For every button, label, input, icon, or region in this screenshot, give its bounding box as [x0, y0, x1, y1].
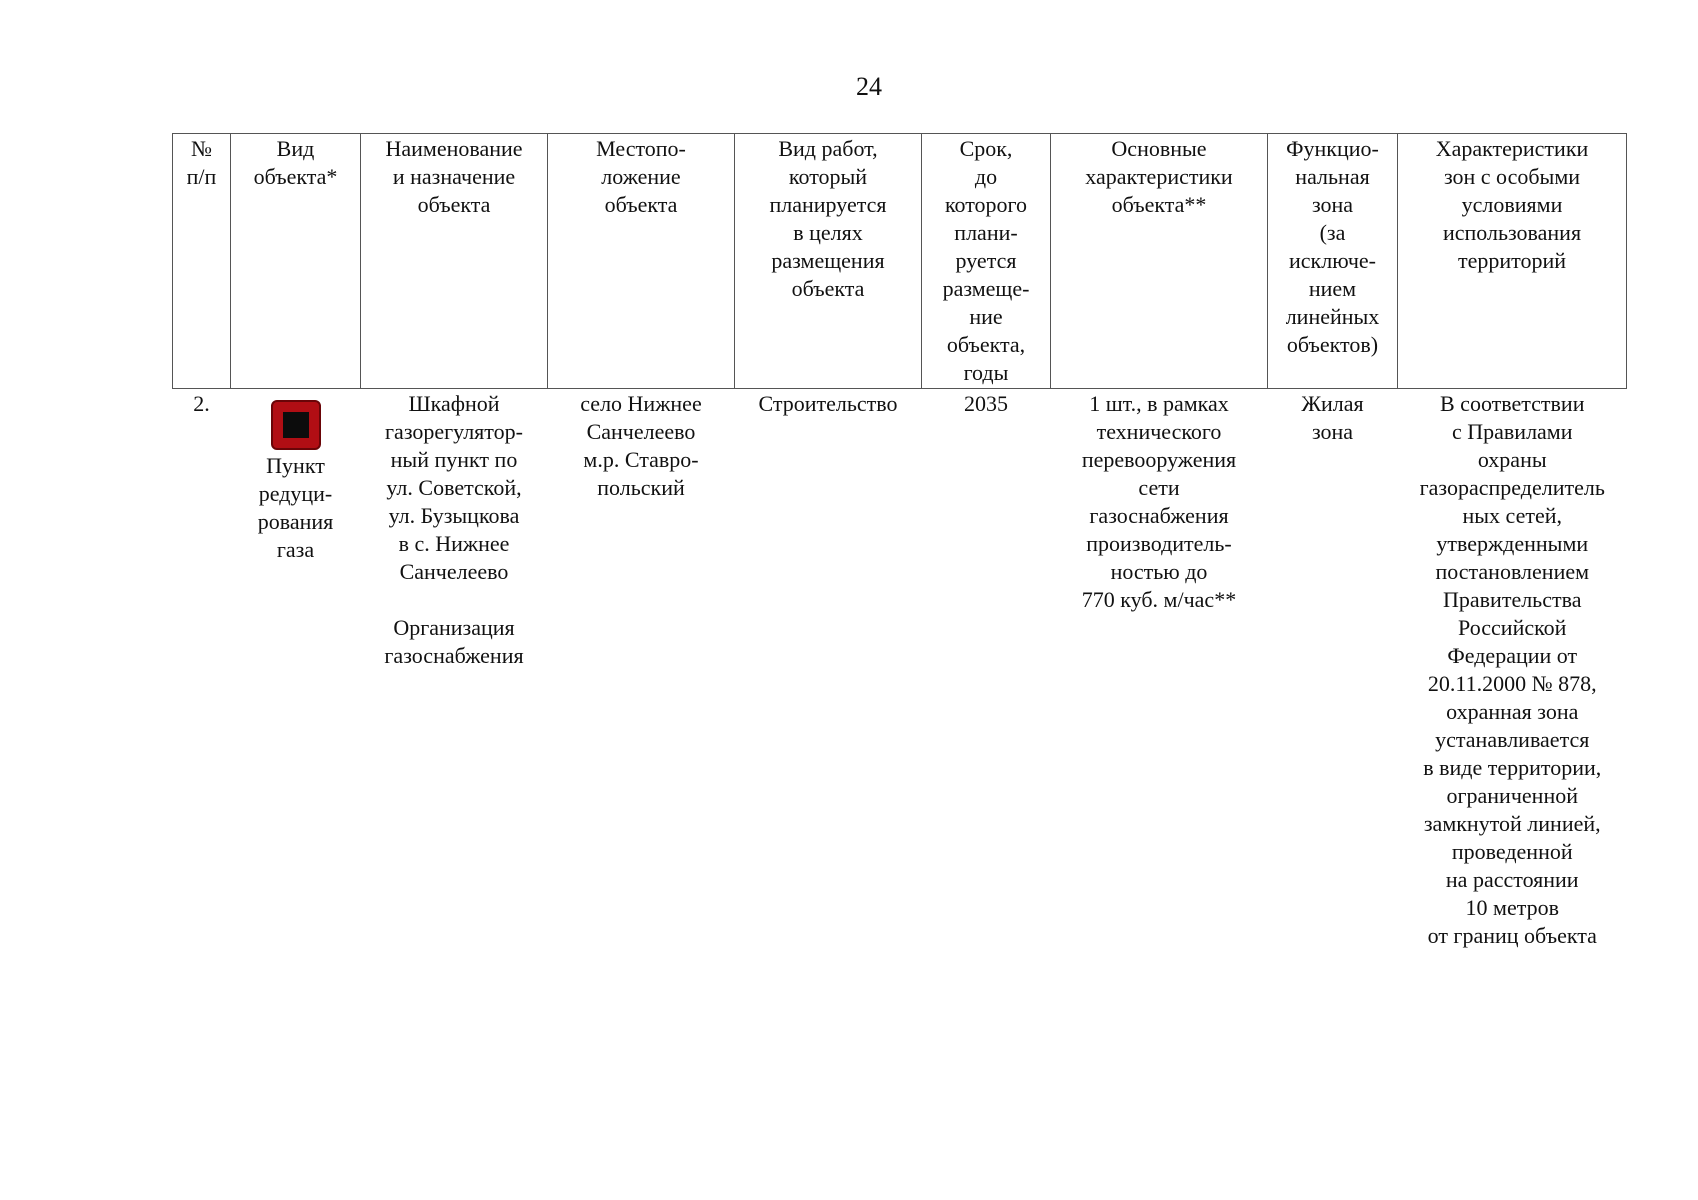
cell-number: 2.: [193, 391, 210, 416]
header-location: Местопо- ложение объекта: [548, 134, 735, 389]
header-work-type: Вид работ, который планируется в целях размещения объекта: [735, 134, 922, 389]
table-row: [173, 389, 1627, 952]
header-number: № п/п: [173, 134, 231, 389]
cell-object-type: [231, 389, 361, 952]
object-type-label: Пункт редуци- рования газа: [257, 453, 334, 562]
header-name-purpose: Наименование и назначение объекта: [361, 134, 548, 389]
cell-special-zones: В соответствии с Правилами охраны газораспределитель ных сетей, утвержденными постановлением Правительства Российской Федерации от 20.11.2000 № 878, охранная зона устанавливается в виде территории, ограниченной замкнутой линией, проведенной на расстоянии 10 метров от границ объекта: [1419, 391, 1605, 948]
header-special-zones: Характеристики зон с особыми условиями использования территорий: [1398, 134, 1627, 389]
header-characteristics: Основные характеристики объекта**: [1051, 134, 1268, 389]
cell-deadline: 2035: [964, 391, 1008, 416]
cell-functional-zone: Жилая зона: [1301, 391, 1364, 444]
page-number: 24: [856, 72, 882, 101]
header-functional-zone: Функцио- нальная зона (за исключе- нием линейных объектов): [1268, 134, 1398, 389]
cell-work-type: Строительство: [758, 391, 898, 416]
cell-characteristics: 1 шт., в рамках технического перевооружения сети газоснабжения производитель- ностью до 770 куб. м/час**: [1081, 391, 1237, 612]
cell-location: село Нижнее Санчелеево м.р. Ставро- польский: [580, 391, 702, 500]
header-object-type: Вид объекта*: [231, 134, 361, 389]
header-deadline: Срок, до которого плани- руется размеще- ние объекта, годы: [922, 134, 1051, 389]
gas-reduction-point-icon: [271, 400, 321, 450]
table-header-row: [173, 134, 1627, 389]
planned-objects-table: [172, 133, 1627, 951]
cell-name: Шкафной газорегулятор- ный пункт по ул. Советской, ул. Бузыцкова в с. Нижнее Санчелеево Организация газоснабжения: [384, 391, 524, 668]
